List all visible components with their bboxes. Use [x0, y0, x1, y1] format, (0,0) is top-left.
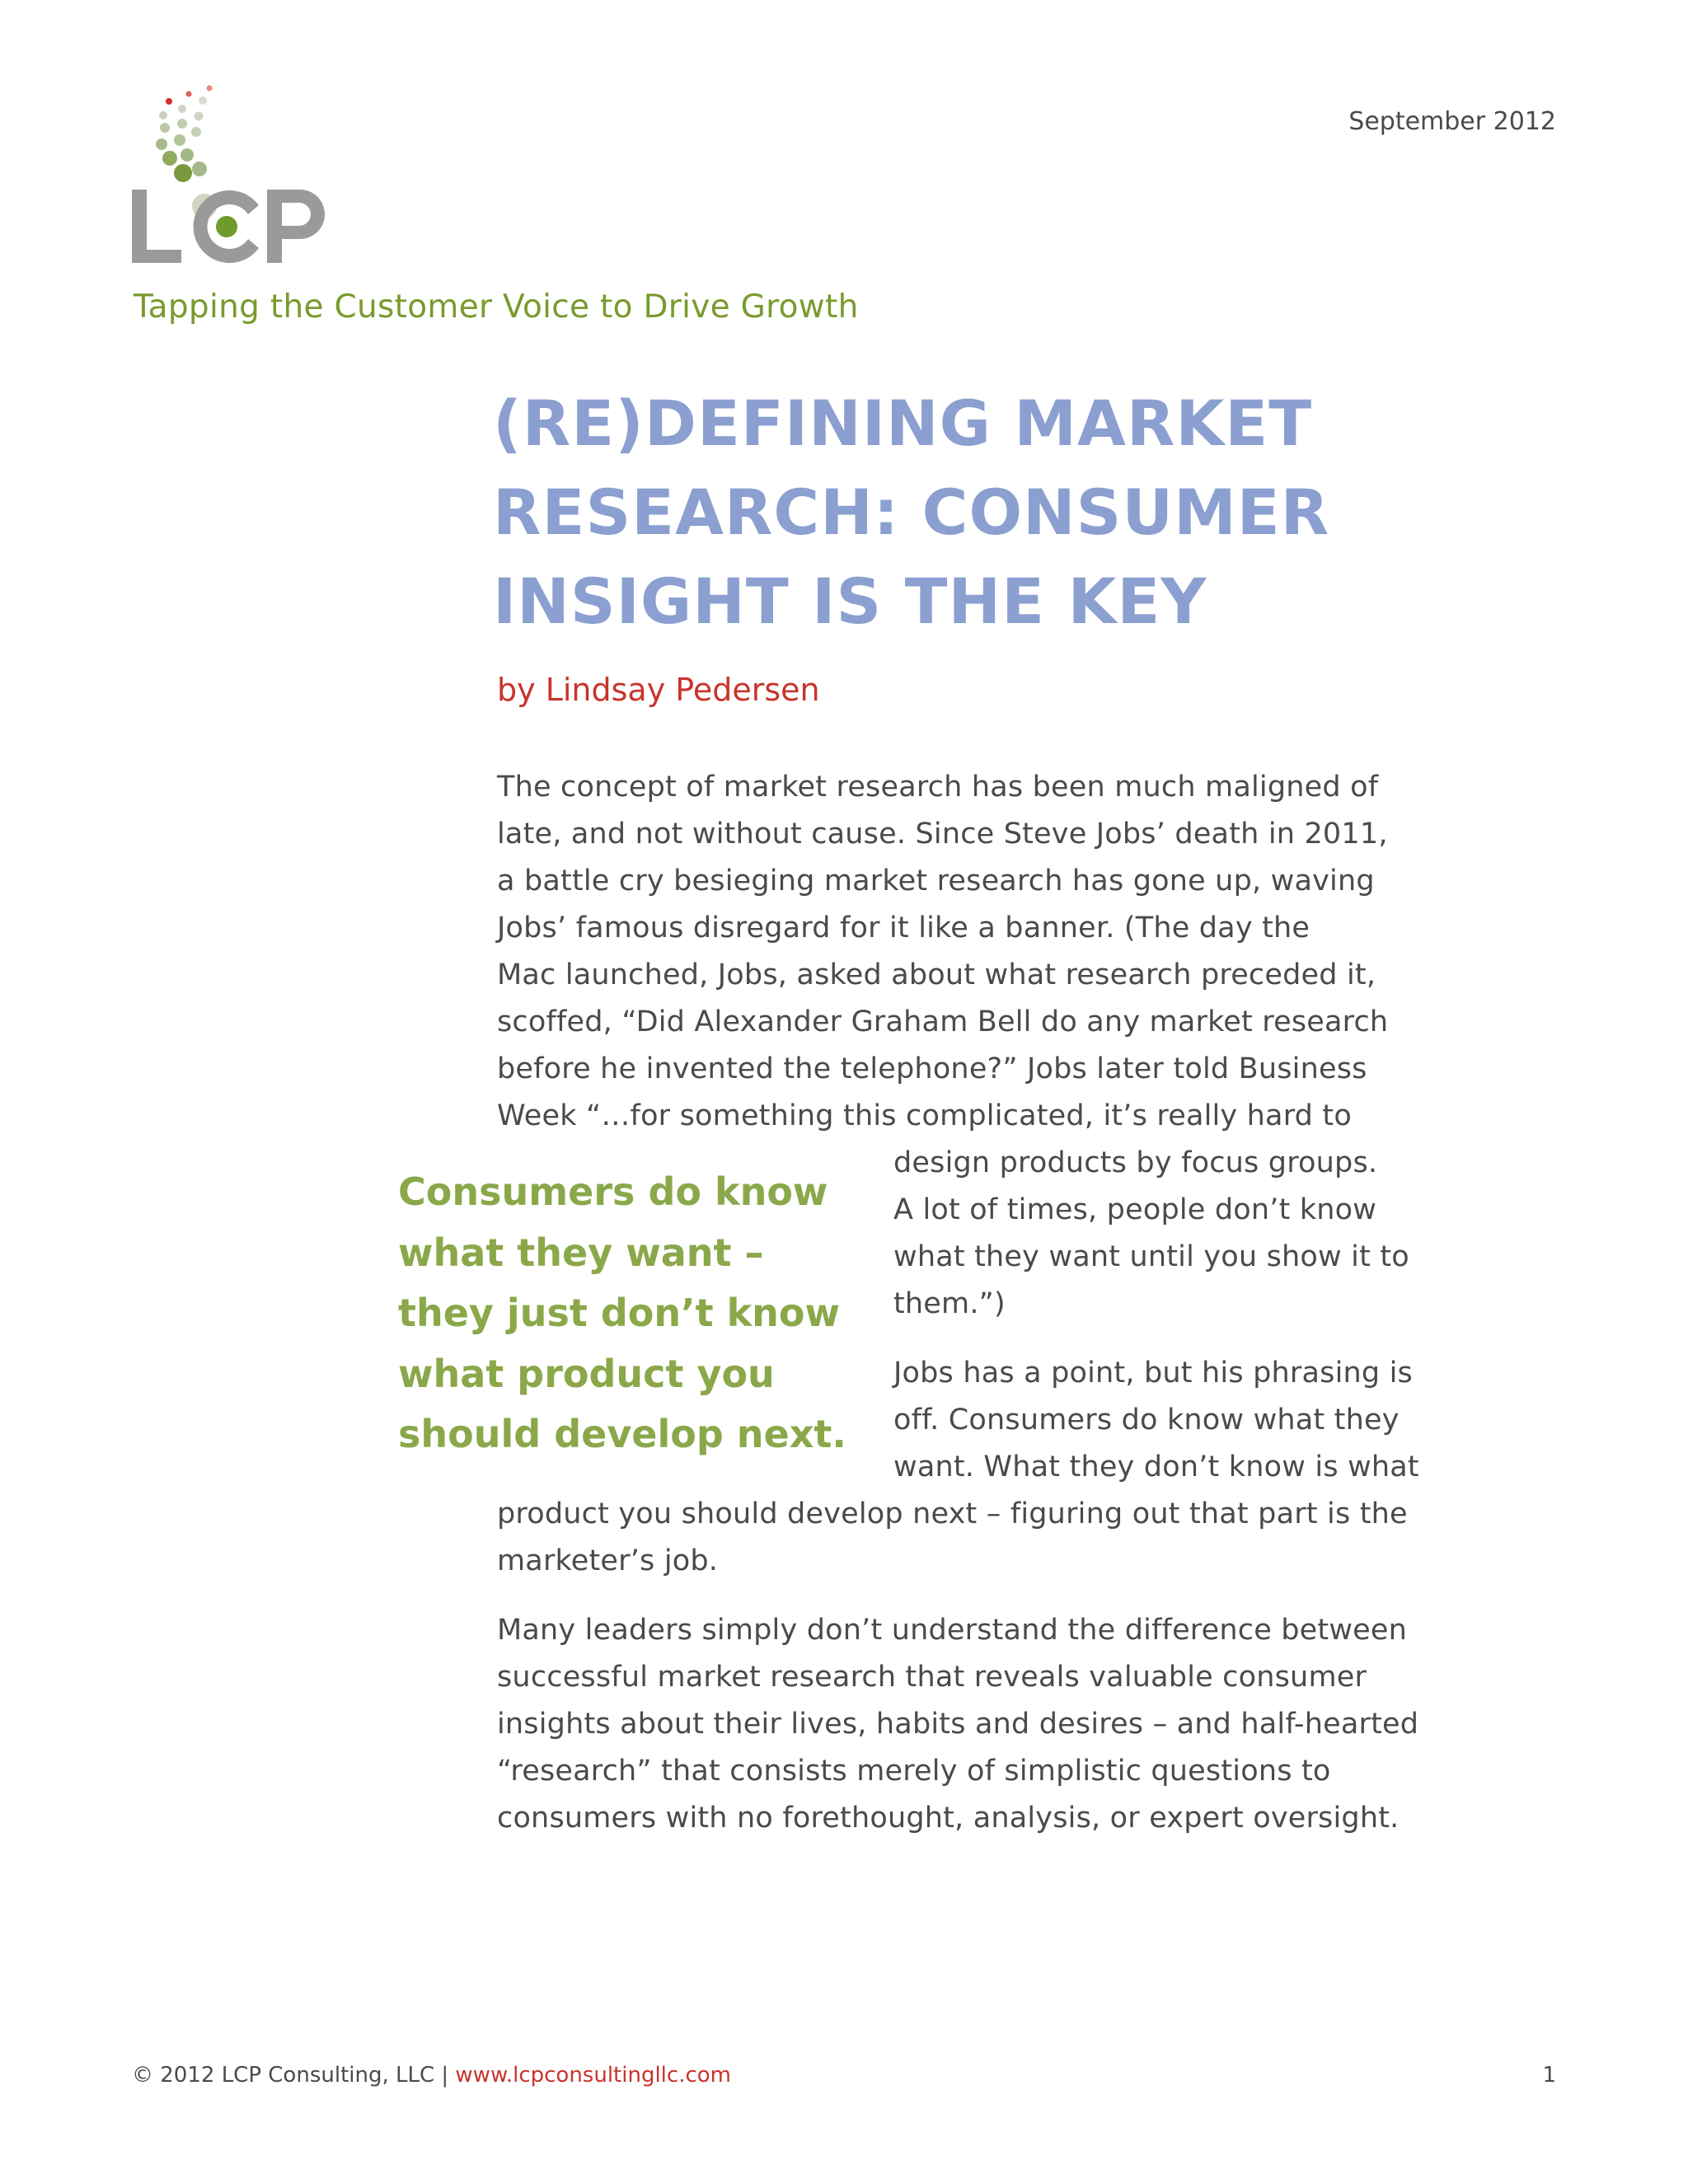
- pull-quote: [398, 1162, 846, 1465]
- text-line: late, and not without cause. Since Steve Jobs’ death in 2011,: [497, 818, 1388, 851]
- website-link[interactable]: www.lcpconsultingllc.com: [455, 2063, 731, 2088]
- text-line: consumers with no forethought, analysis, or expert oversight.: [497, 1802, 1400, 1835]
- pull-quote-line: they just don’t know: [398, 1291, 841, 1335]
- text-line: The concept of market research has been much maligned of: [497, 771, 1379, 804]
- text-line: Many leaders simply don’t understand the difference between: [497, 1614, 1407, 1647]
- pull-quote-line: what they want –: [398, 1230, 764, 1275]
- pull-quote-line: should develop next.: [398, 1412, 846, 1456]
- byline: by Lindsay Pedersen: [497, 672, 820, 708]
- text-line: off. Consumers do know what they: [893, 1404, 1400, 1436]
- title-line: INSIGHT IS THE KEY: [493, 565, 1207, 638]
- tagline: Tapping the Customer Voice to Drive Growth: [134, 288, 859, 326]
- pull-quote-line: what product you: [398, 1351, 775, 1396]
- text-line: Jobs has a point, but his phrasing is: [893, 1357, 1413, 1390]
- title-line: (RE)DEFINING MARKET: [493, 387, 1313, 460]
- text-line: A lot of times, people don’t know: [893, 1193, 1377, 1226]
- text-line: what they want until you show it to: [893, 1240, 1409, 1273]
- text-line: Jobs’ famous disregard for it like a banner. (The day the: [497, 912, 1311, 944]
- text-line: before he invented the telephone?” Jobs later told Business: [497, 1052, 1367, 1085]
- text-line: Mac launched, Jobs, asked about what research preceded it,: [497, 958, 1376, 991]
- page-number: 1: [1542, 2063, 1556, 2088]
- pull-quote-line: Consumers do know: [398, 1169, 828, 1214]
- text-line: Week “…for something this complicated, it’s really hard to: [497, 1099, 1352, 1132]
- text-line: product you should develop next – figuring out that part is the: [497, 1497, 1408, 1530]
- article-title: [493, 379, 1441, 646]
- footer: [132, 2063, 731, 2088]
- text-line: successful market research that reveals valuable consumer: [497, 1661, 1367, 1694]
- text-line: them.”): [893, 1287, 1006, 1320]
- publication-date: September 2012: [1348, 107, 1556, 136]
- text-line: want. What they don’t know is what: [893, 1451, 1419, 1483]
- text-line: scoffed, “Did Alexander Graham Bell do any market research: [497, 1005, 1389, 1038]
- text-line: marketer’s job.: [497, 1544, 719, 1577]
- text-line: “research” that consists merely of simplistic questions to: [497, 1755, 1331, 1788]
- text-line: a battle cry besieging market research has gone up, waving: [497, 865, 1375, 898]
- text-line: design products by focus groups.: [893, 1146, 1378, 1179]
- title-line: RESEARCH: CONSUMER: [493, 476, 1330, 549]
- copyright-text: © 2012 LCP Consulting, LLC |: [132, 2063, 456, 2088]
- text-line: insights about their lives, habits and desires – and half-hearted: [497, 1708, 1419, 1741]
- lcp-logo: [130, 82, 336, 268]
